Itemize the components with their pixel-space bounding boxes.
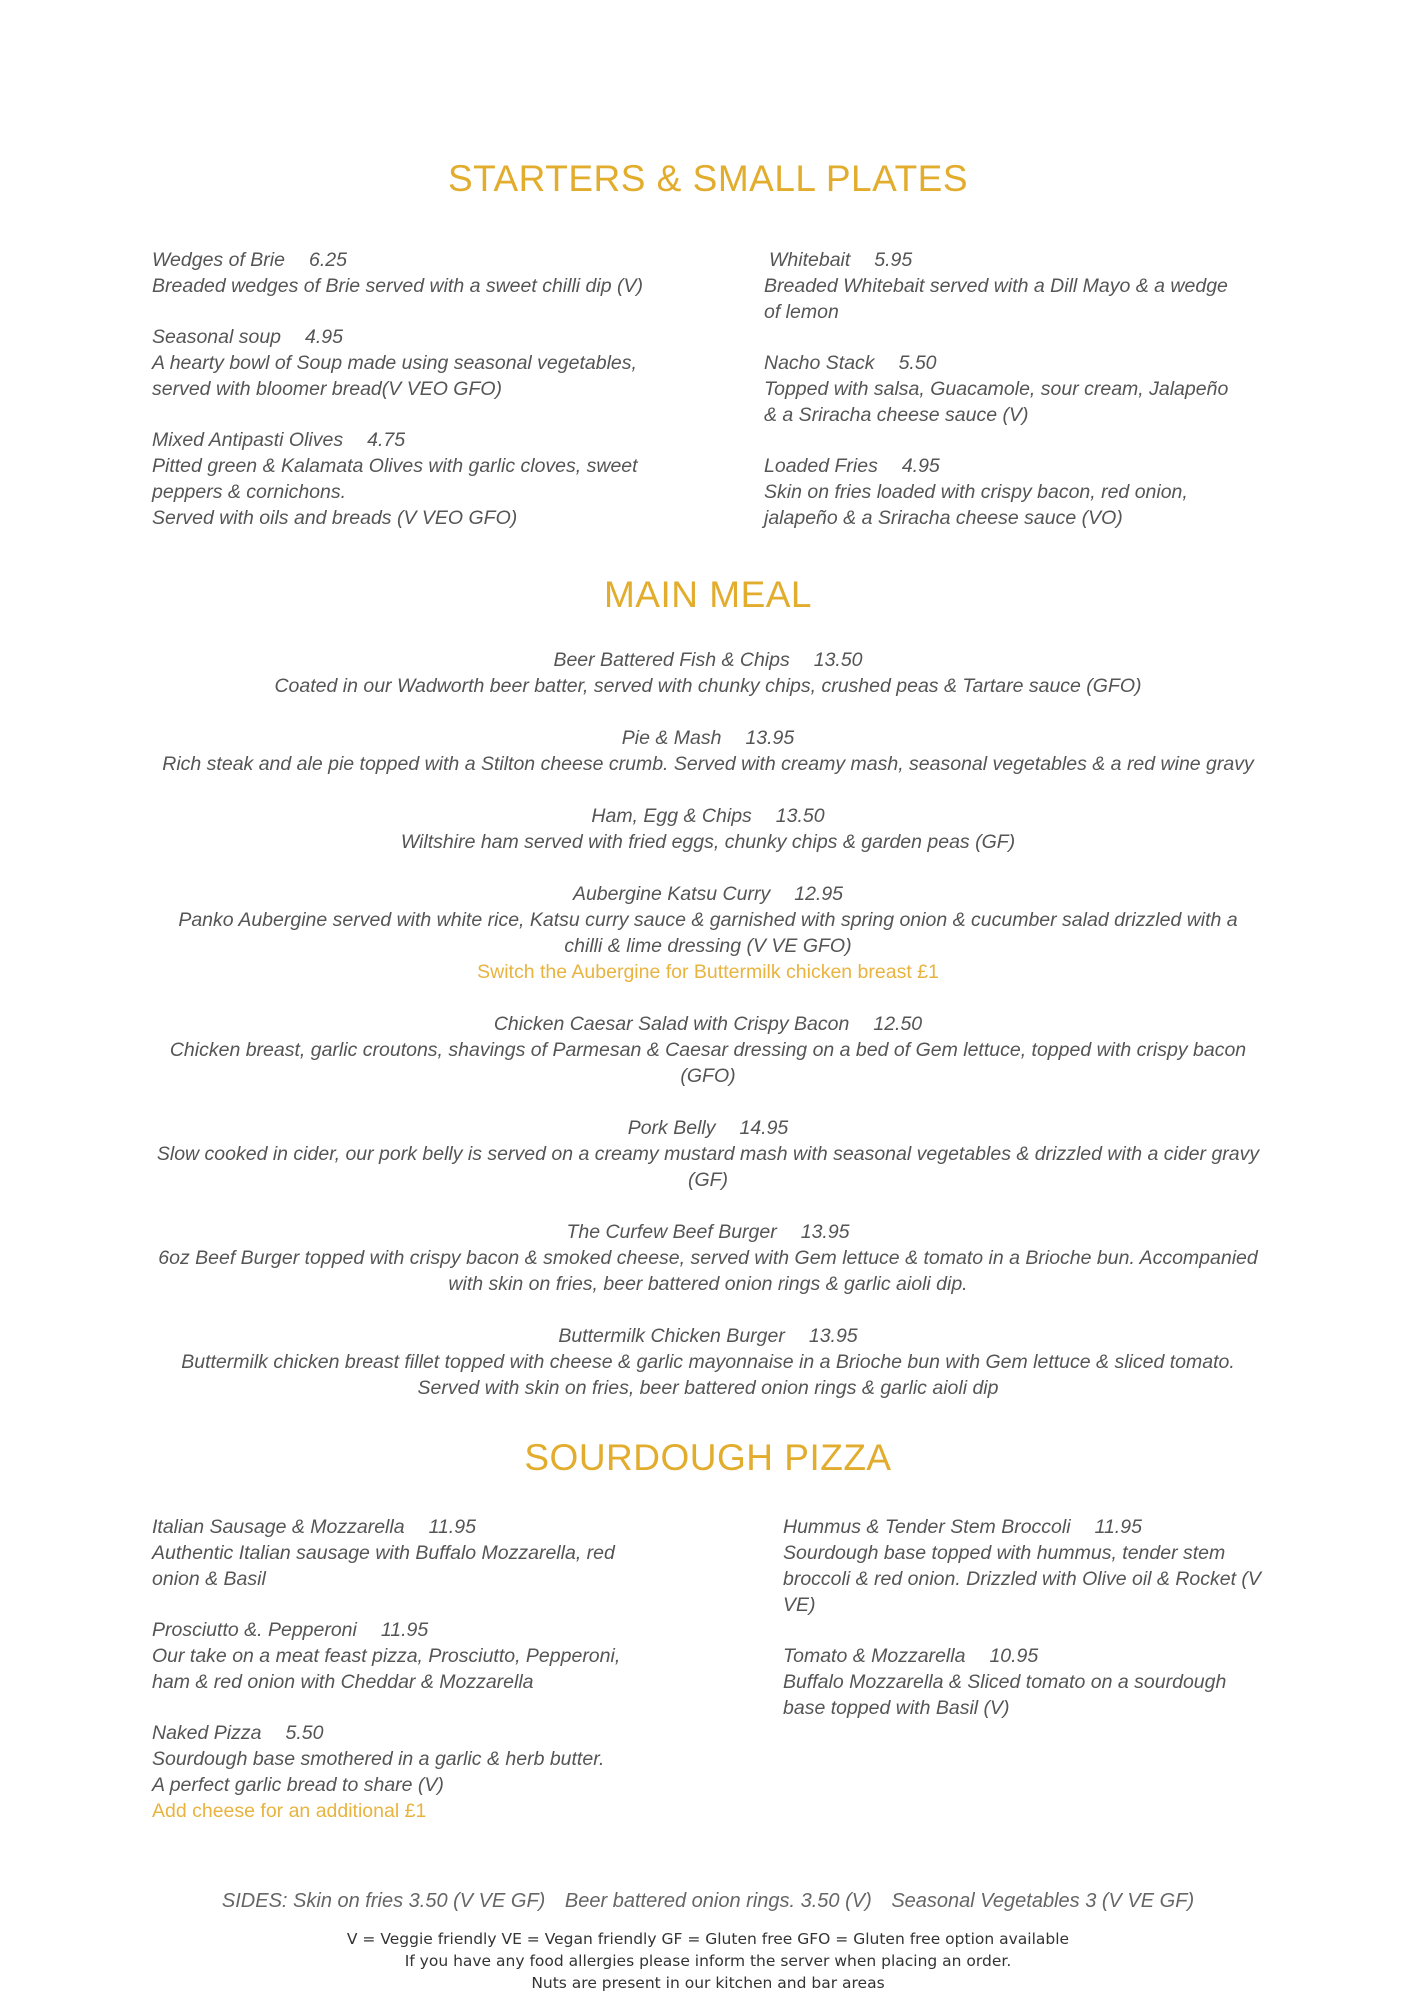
item-price: 4.95 xyxy=(901,455,940,477)
item-description: chilli & lime dressing (V VE GFO) xyxy=(564,935,852,957)
item-name: Aubergine Katsu Curry xyxy=(572,883,771,905)
item-description: onion & Basil xyxy=(152,1568,266,1590)
item-name: Italian Sausage & Mozzarella xyxy=(152,1516,405,1538)
menu-item xyxy=(152,427,712,531)
item-price: 13.95 xyxy=(800,1221,850,1243)
item-price: 13.95 xyxy=(745,727,795,749)
item-description: with skin on fries, beer battered onion rings & garlic aioli dip. xyxy=(448,1273,968,1295)
item-name: The Curfew Beef Burger xyxy=(566,1221,777,1243)
starters-heading: STARTERS & SMALL PLATES xyxy=(447,158,969,199)
item-description: Slow cooked in cider, our pork belly is served on a creamy mustard mash with seasonal vegetables & drizzled with a cider gravy xyxy=(156,1143,1260,1165)
item-price: 11.95 xyxy=(380,1619,429,1641)
side-item: Skin on fries 3.50 (V VE GF) xyxy=(293,1890,546,1912)
item-description: 6oz Beef Burger topped with crispy bacon & smoked cheese, served with Gem lettuce & tomato in a Brioche bun. Accompanied xyxy=(158,1247,1258,1269)
item-price: 5.95 xyxy=(874,249,913,271)
starters-right-column xyxy=(764,247,1324,556)
item-description: A perfect garlic bread to share (V) xyxy=(152,1774,444,1796)
side-item: Seasonal Vegetables 3 (V VE GF) xyxy=(891,1890,1195,1912)
menu-item xyxy=(152,324,712,402)
menu-item xyxy=(90,647,1326,699)
item-name: Naked Pizza xyxy=(152,1722,262,1744)
menu-item xyxy=(783,1643,1323,1721)
item-description: peppers & cornichons. xyxy=(152,481,347,503)
item-price: 13.50 xyxy=(775,805,825,827)
item-description: Buttermilk chicken breast fillet topped with cheese & garlic mayonnaise in a Brioche bun with Gem lettuce & sliced tomato. xyxy=(181,1351,1235,1373)
item-description: of lemon xyxy=(764,301,839,323)
item-note: Switch the Aubergine for Buttermilk chicken breast £1 xyxy=(477,961,939,983)
side-item: Beer battered onion rings. 3.50 (V) xyxy=(564,1890,872,1912)
menu-item xyxy=(764,247,1324,325)
allergy-notice: If you have any food allergies please inform the server when placing an order. xyxy=(404,1952,1012,1970)
sourdough-pizza-heading: SOURDOUGH PIZZA xyxy=(524,1437,892,1478)
item-description: Coated in our Wadworth beer batter, served with chunky chips, crushed peas & Tartare sauce (GFO) xyxy=(274,675,1142,697)
item-description: served with bloomer bread(V VEO GFO) xyxy=(152,378,503,400)
menu-item xyxy=(90,1011,1326,1089)
footer-notes xyxy=(0,1928,1416,1994)
item-description: Sourdough base smothered in a garlic & herb butter. xyxy=(152,1748,605,1770)
menu-item xyxy=(90,1115,1326,1193)
item-description: Served with skin on fries, beer battered onion rings & garlic aioli dip xyxy=(417,1377,999,1399)
item-name: Loaded Fries xyxy=(764,455,878,477)
item-description: Chicken breast, garlic croutons, shavings of Parmesan & Caesar dressing on a bed of Gem lettuce, topped with crispy bacon xyxy=(169,1039,1247,1061)
item-description: Pitted green & Kalamata Olives with garlic cloves, sweet xyxy=(152,455,638,477)
item-price: 4.75 xyxy=(367,429,406,451)
item-description: Breaded Whitebait served with a Dill Mayo & a wedge xyxy=(764,275,1228,297)
item-name: Seasonal soup xyxy=(152,326,282,348)
item-name: Pork Belly xyxy=(627,1117,716,1139)
sides-label: SIDES: xyxy=(221,1890,288,1912)
menu-item xyxy=(90,881,1326,985)
pizza-left-column xyxy=(152,1514,712,1849)
item-name: Hummus & Tender Stem Broccoli xyxy=(783,1516,1071,1538)
item-description: ham & red onion with Cheddar & Mozzarella xyxy=(152,1671,534,1693)
item-description: Skin on fries loaded with crispy bacon, red onion, xyxy=(764,481,1188,503)
item-name: Buttermilk Chicken Burger xyxy=(558,1325,785,1347)
item-description: Our take on a meat feast pizza, Prosciutto, Pepperoni, xyxy=(152,1645,621,1667)
item-name: Whitebait xyxy=(769,249,851,271)
item-price: 6.25 xyxy=(308,249,347,271)
menu-item xyxy=(152,1617,712,1695)
item-description: Served with oils and breads (V VEO GFO) xyxy=(152,507,518,529)
item-price: 12.50 xyxy=(873,1013,923,1035)
item-description: Sourdough base topped with hummus, tender stem xyxy=(783,1542,1226,1564)
item-price: 14.95 xyxy=(739,1117,789,1139)
menu-item xyxy=(90,803,1326,855)
item-description: VE) xyxy=(783,1594,816,1616)
item-name: Mixed Antipasti Olives xyxy=(152,429,344,451)
sides-line xyxy=(0,1890,1416,1913)
nuts-notice: Nuts are present in our kitchen and bar areas xyxy=(531,1974,885,1992)
item-description: A hearty bowl of Soup made using seasonal vegetables, xyxy=(152,352,637,374)
item-name: Beer Battered Fish & Chips xyxy=(553,649,790,671)
main-meal-heading: MAIN MEAL xyxy=(603,574,813,615)
item-name: Tomato & Mozzarella xyxy=(783,1645,966,1667)
item-price: 13.50 xyxy=(813,649,863,671)
menu-item xyxy=(764,350,1324,428)
item-name: Chicken Caesar Salad with Crispy Bacon xyxy=(493,1013,850,1035)
item-description: Topped with salsa, Guacamole, sour cream, Jalapeño xyxy=(764,378,1229,400)
menu-item xyxy=(90,725,1326,777)
item-name: Wedges of Brie xyxy=(152,249,285,271)
item-description: Rich steak and ale pie topped with a Stilton cheese crumb. Served with creamy mash, seasonal vegetables & a red wine gravy xyxy=(162,753,1254,775)
item-description: (GFO) xyxy=(680,1065,736,1087)
item-description: Authentic Italian sausage with Buffalo Mozzarella, red xyxy=(152,1542,615,1564)
starters-left-column xyxy=(152,247,712,556)
menu-item xyxy=(152,247,712,299)
item-name: Pie & Mash xyxy=(621,727,722,749)
item-price: 13.95 xyxy=(808,1325,858,1347)
item-note: Add cheese for an additional £1 xyxy=(152,1800,427,1822)
menu-item xyxy=(764,453,1324,531)
menu-item xyxy=(152,1514,712,1592)
item-price: 5.50 xyxy=(898,352,937,374)
item-description: Wiltshire ham served with fried eggs, chunky chips & garden peas (GF) xyxy=(400,831,1016,853)
main-meal-list xyxy=(90,647,1326,1427)
item-price: 4.95 xyxy=(305,326,343,348)
dietary-key: V = Veggie friendly VE = Vegan friendly GF = Gluten free GFO = Gluten free option available xyxy=(346,1930,1070,1948)
item-description: Breaded wedges of Brie served with a sweet chilli dip (V) xyxy=(152,275,643,297)
item-description: base topped with Basil (V) xyxy=(783,1697,1010,1719)
item-description: broccoli & red onion. Drizzled with Olive oil & Rocket (V xyxy=(783,1568,1261,1590)
item-price: 5.50 xyxy=(285,1722,324,1744)
item-description: (GF) xyxy=(687,1169,729,1191)
menu-item xyxy=(783,1514,1323,1618)
item-description: jalapeño & a Sriracha cheese sauce (VO) xyxy=(764,507,1123,529)
pizza-right-column xyxy=(783,1514,1323,1746)
menu-item xyxy=(152,1720,712,1824)
item-price: 11.95 xyxy=(1094,1516,1142,1538)
item-name: Ham, Egg & Chips xyxy=(591,805,752,827)
item-description: & a Sriracha cheese sauce (V) xyxy=(764,404,1029,426)
item-price: 10.95 xyxy=(989,1645,1039,1667)
menu-item xyxy=(90,1323,1326,1401)
item-name: Nacho Stack xyxy=(764,352,875,374)
item-price: 11.95 xyxy=(428,1516,476,1538)
item-price: 12.95 xyxy=(794,883,844,905)
item-description: Panko Aubergine served with white rice, Katsu curry sauce & garnished with spring onion & cucumber salad drizzled with a xyxy=(178,909,1238,931)
item-name: Prosciutto &. Pepperoni xyxy=(152,1619,357,1641)
item-description: Buffalo Mozzarella & Sliced tomato on a sourdough xyxy=(783,1671,1227,1693)
menu-item xyxy=(90,1219,1326,1297)
